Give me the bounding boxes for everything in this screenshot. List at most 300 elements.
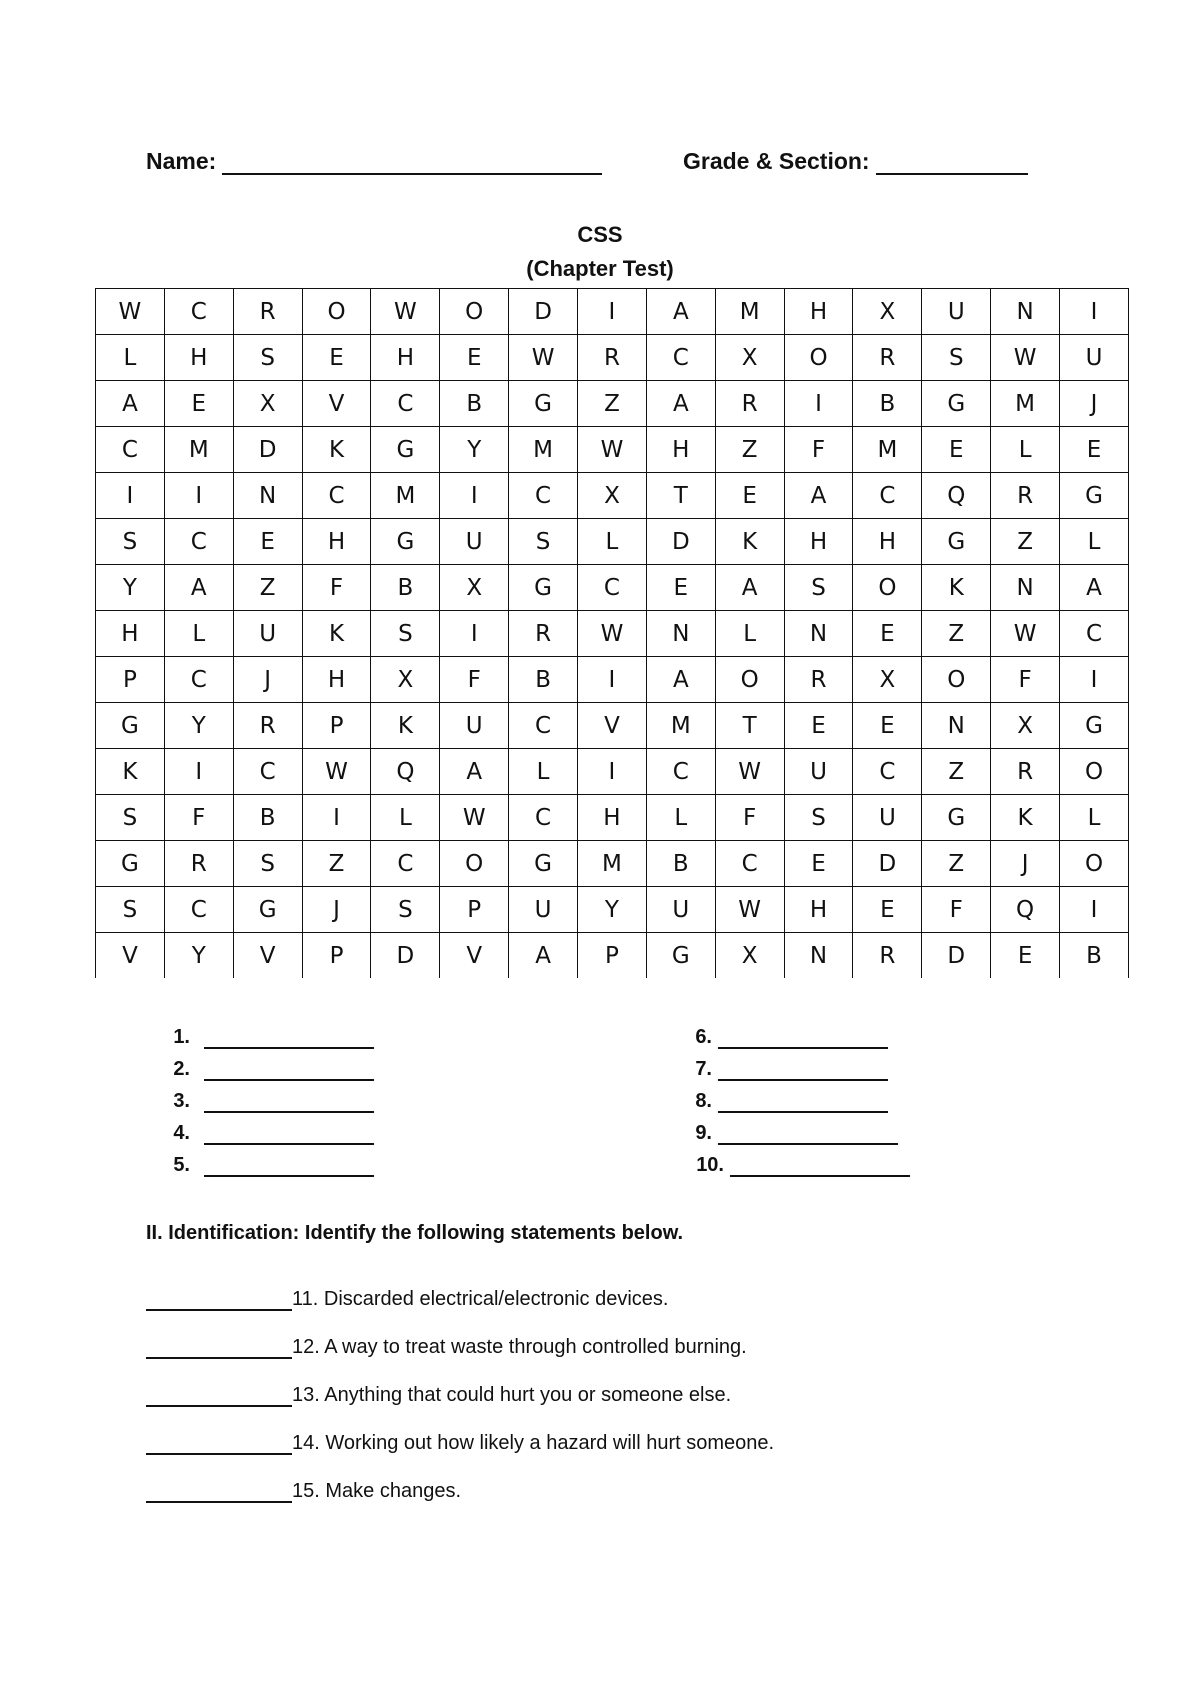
grid-cell[interactable]: M [371,473,440,519]
grid-cell[interactable]: C [164,289,233,335]
answer-number: 10. [696,1154,724,1176]
grid-row [96,519,1129,565]
answer-blank[interactable] [718,1061,888,1081]
identification-statement: 12. A way to treat waste through controlled burning. [292,1336,747,1358]
grid-cell[interactable]: X [578,473,647,519]
grid-cell[interactable]: B [853,381,922,427]
answer-blank[interactable] [204,1061,374,1081]
grid-row [96,427,1129,473]
identification-item [146,1311,1096,1359]
grid-cell[interactable]: H [302,657,371,703]
grid-cell[interactable]: U [646,887,715,933]
identification-blank[interactable] [146,1481,292,1503]
grid-cell[interactable]: K [302,427,371,473]
grid-cell[interactable]: Z [922,841,991,887]
answer-blank[interactable] [204,1125,374,1145]
grid-cell[interactable]: X [440,565,509,611]
grid-cell[interactable]: O [440,289,509,335]
grid-cell[interactable]: A [646,657,715,703]
grid-cell[interactable]: E [784,841,853,887]
grid-cell[interactable]: H [853,519,922,565]
grid-cell[interactable]: E [853,703,922,749]
grid-cell[interactable]: V [440,933,509,979]
identification-statement: 13. Anything that could hurt you or someone else. [292,1384,732,1406]
grid-cell[interactable]: D [371,933,440,979]
grid-cell[interactable]: R [715,381,784,427]
grid-cell[interactable]: U [509,887,578,933]
grid-row [96,381,1129,427]
grid-cell[interactable]: N [646,611,715,657]
grid-cell[interactable]: B [233,795,302,841]
answer-blank[interactable] [730,1157,910,1177]
grid-cell[interactable]: G [509,381,578,427]
answer-number: 7. [695,1058,712,1080]
grid-cell[interactable]: S [233,841,302,887]
grid-cell[interactable]: X [371,657,440,703]
answer-blank[interactable] [718,1029,888,1049]
grid-row [96,887,1129,933]
grid-cell[interactable]: L [1060,519,1129,565]
grid-cell[interactable]: I [578,749,647,795]
grid-cell[interactable]: G [509,565,578,611]
grid-cell[interactable]: I [96,473,165,519]
answer-item [664,1081,910,1113]
grid-cell[interactable]: S [922,335,991,381]
grid-cell[interactable]: I [440,611,509,657]
grid-cell[interactable]: R [784,657,853,703]
grid-cell[interactable]: Z [233,565,302,611]
grid-cell[interactable]: W [371,289,440,335]
answer-blank[interactable] [204,1029,374,1049]
grid-cell[interactable]: Z [715,427,784,473]
grid-cell[interactable]: U [440,703,509,749]
answer-number: 4. [173,1122,190,1144]
grid-cell[interactable]: F [784,427,853,473]
grid-cell[interactable]: L [646,795,715,841]
answer-item [664,1145,910,1177]
grid-cell[interactable]: Z [578,381,647,427]
grid-row [96,795,1129,841]
subject-title: CSS [577,222,623,247]
answer-item [664,1017,910,1049]
grid-cell[interactable]: X [853,289,922,335]
grid-cell[interactable]: K [715,519,784,565]
grid-cell[interactable]: R [233,289,302,335]
answer-number: 1. [173,1026,190,1048]
identification-statement: 15. Make changes. [292,1480,461,1502]
grid-cell[interactable]: E [302,335,371,381]
answer-blank[interactable] [718,1093,888,1113]
grid-cell[interactable]: B [1060,933,1129,979]
grid-cell[interactable]: L [715,611,784,657]
name-blank[interactable] [222,153,602,175]
grid-cell[interactable]: F [440,657,509,703]
answer-item [150,1081,374,1113]
identification-section [146,1222,1096,1503]
grid-cell[interactable]: Y [164,933,233,979]
grid-cell[interactable]: R [853,335,922,381]
grid-cell[interactable]: L [164,611,233,657]
grid-cell[interactable]: H [578,795,647,841]
header-row [146,148,1046,182]
grid-cell[interactable]: X [991,703,1060,749]
grid-cell[interactable]: P [578,933,647,979]
grid-row [96,611,1129,657]
answer-blank[interactable] [204,1093,374,1113]
grid-cell[interactable]: A [784,473,853,519]
grid-cell[interactable]: M [646,703,715,749]
grid-cell[interactable]: J [302,887,371,933]
grid-cell[interactable]: E [922,427,991,473]
grid-cell[interactable]: H [646,427,715,473]
grid-cell[interactable]: W [96,289,165,335]
grid-cell[interactable]: Y [440,427,509,473]
grid-cell[interactable]: K [922,565,991,611]
grid-cell[interactable]: K [96,749,165,795]
answer-list-right [664,1017,910,1177]
grid-row [96,289,1129,335]
answer-item [150,1017,374,1049]
grid-cell[interactable]: C [646,749,715,795]
grid-cell[interactable]: C [509,473,578,519]
grid-cell[interactable]: J [1060,381,1129,427]
answer-number: 3. [173,1090,190,1112]
answer-number: 9. [695,1122,712,1144]
grid-cell[interactable]: M [164,427,233,473]
grid-cell[interactable]: O [1060,749,1129,795]
identification-item [146,1263,1096,1311]
grid-cell[interactable]: O [302,289,371,335]
grid-cell[interactable]: K [302,611,371,657]
grid-row [96,473,1129,519]
grid-cell[interactable]: V [96,933,165,979]
grid-cell[interactable]: S [233,335,302,381]
grid-cell[interactable]: E [646,565,715,611]
grid-row [96,749,1129,795]
grid-cell[interactable]: V [578,703,647,749]
grid-cell[interactable]: C [164,887,233,933]
grid-cell[interactable]: W [991,335,1060,381]
grid-cell[interactable]: C [646,335,715,381]
identification-blank[interactable] [146,1385,292,1407]
grid-cell[interactable]: S [784,795,853,841]
grid-cell[interactable]: X [715,933,784,979]
grid-row [96,841,1129,887]
answer-blank[interactable] [718,1125,898,1145]
grid-cell[interactable]: E [853,887,922,933]
grid-cell[interactable]: Q [991,887,1060,933]
grid-cell[interactable]: S [371,887,440,933]
grid-cell[interactable]: V [302,381,371,427]
grid-cell[interactable]: I [578,289,647,335]
grid-cell[interactable]: C [96,427,165,473]
grid-cell[interactable]: W [578,611,647,657]
grid-cell[interactable]: L [96,335,165,381]
grid-cell[interactable]: G [233,887,302,933]
grid-cell[interactable]: Y [164,703,233,749]
grid-cell[interactable]: G [96,703,165,749]
grid-cell[interactable]: S [96,887,165,933]
grid-cell[interactable]: B [509,657,578,703]
grid-cell[interactable]: I [1060,657,1129,703]
grid-row [96,565,1129,611]
grid-cell[interactable]: S [96,519,165,565]
grid-cell[interactable]: A [96,381,165,427]
grid-cell[interactable]: I [164,749,233,795]
grid-row [96,703,1129,749]
grid-cell[interactable]: N [784,933,853,979]
grid-cell[interactable]: M [715,289,784,335]
grid-cell[interactable]: G [646,933,715,979]
grid-cell[interactable]: L [371,795,440,841]
grid-cell[interactable]: C [853,473,922,519]
grid-cell[interactable]: F [922,887,991,933]
grid-cell[interactable]: U [233,611,302,657]
grid-cell[interactable]: R [991,473,1060,519]
grid-cell[interactable]: H [164,335,233,381]
identification-item [146,1407,1096,1455]
answer-item [150,1049,374,1081]
grid-cell[interactable]: G [509,841,578,887]
grid-cell[interactable]: O [1060,841,1129,887]
identification-item [146,1455,1096,1503]
grid-cell[interactable]: J [991,841,1060,887]
grid-cell[interactable]: F [715,795,784,841]
grid-cell[interactable]: I [784,381,853,427]
grid-cell[interactable]: A [646,289,715,335]
grid-cell[interactable]: E [853,611,922,657]
identification-item [146,1359,1096,1407]
grid-cell[interactable]: X [853,657,922,703]
grid-cell[interactable]: W [715,887,784,933]
identification-blank[interactable] [146,1337,292,1359]
grade-section-field [683,148,1028,175]
grid-cell[interactable]: C [164,657,233,703]
grid-cell[interactable]: M [991,381,1060,427]
grid-cell[interactable]: I [1060,289,1129,335]
grid-cell[interactable]: F [164,795,233,841]
grid-cell[interactable]: G [96,841,165,887]
grid-cell[interactable]: F [991,657,1060,703]
grid-cell[interactable]: G [371,427,440,473]
grid-cell[interactable]: D [509,289,578,335]
grid-cell[interactable]: I [440,473,509,519]
grid-cell[interactable]: S [509,519,578,565]
identification-title: II. Identification: Identify the following statements below. [146,1222,684,1244]
grid-cell[interactable]: S [371,611,440,657]
grid-cell[interactable]: E [164,381,233,427]
grid-cell[interactable]: L [509,749,578,795]
answer-item [664,1113,910,1145]
grid-cell[interactable]: K [991,795,1060,841]
identification-blank[interactable] [146,1433,292,1455]
grid-cell[interactable]: G [371,519,440,565]
grid-cell[interactable]: C [509,795,578,841]
grid-cell[interactable]: W [991,611,1060,657]
answer-number: 2. [173,1058,190,1080]
grid-cell[interactable]: P [96,657,165,703]
title-block [0,218,1200,286]
grid-cell[interactable]: X [715,335,784,381]
grid-cell[interactable]: W [715,749,784,795]
grid-cell[interactable]: U [922,289,991,335]
grid-cell[interactable]: Q [371,749,440,795]
grid-cell[interactable]: P [440,887,509,933]
grid-cell[interactable]: R [578,335,647,381]
grid-cell[interactable]: G [922,381,991,427]
grid-cell[interactable]: U [1060,335,1129,381]
grid-cell[interactable]: V [233,933,302,979]
grid-cell[interactable]: B [371,565,440,611]
grid-cell[interactable]: E [991,933,1060,979]
grid-cell[interactable]: H [96,611,165,657]
grid-row [96,657,1129,703]
grid-cell[interactable]: N [991,565,1060,611]
grid-cell[interactable]: W [440,795,509,841]
grid-cell[interactable]: H [784,887,853,933]
grid-cell[interactable]: B [440,381,509,427]
grid-cell[interactable]: R [991,749,1060,795]
grid-cell[interactable]: O [853,565,922,611]
grid-cell[interactable]: D [233,427,302,473]
grid-cell[interactable]: T [715,703,784,749]
grid-cell[interactable]: S [96,795,165,841]
grid-cell[interactable]: E [233,519,302,565]
name-field [146,148,602,175]
identification-blank[interactable] [146,1289,292,1311]
grid-cell[interactable]: W [302,749,371,795]
grid-cell[interactable]: H [302,519,371,565]
grid-cell[interactable]: X [233,381,302,427]
grid-cell[interactable]: U [440,519,509,565]
grid-cell[interactable]: C [509,703,578,749]
grid-cell[interactable]: L [991,427,1060,473]
grade-section-blank[interactable] [876,153,1028,175]
grid-cell[interactable]: E [715,473,784,519]
grid-cell[interactable]: G [1060,703,1129,749]
grid-cell[interactable]: R [509,611,578,657]
identification-statement: 11. Discarded electrical/electronic devices. [292,1288,669,1310]
grid-cell[interactable]: E [440,335,509,381]
grid-cell[interactable]: M [509,427,578,473]
grid-cell[interactable]: Z [922,611,991,657]
grid-cell[interactable]: A [646,381,715,427]
grid-cell[interactable]: A [509,933,578,979]
grid-cell[interactable]: R [853,933,922,979]
grid-cell[interactable]: Z [991,519,1060,565]
grid-cell[interactable]: Y [578,887,647,933]
grid-cell[interactable]: B [646,841,715,887]
answer-list-left [150,1017,374,1177]
grid-cell[interactable]: H [371,335,440,381]
grid-cell[interactable]: C [302,473,371,519]
grid-cell[interactable]: G [1060,473,1129,519]
answer-blank[interactable] [204,1157,374,1177]
grid-cell[interactable]: N [784,611,853,657]
grid-row [96,933,1129,979]
grid-cell[interactable]: C [578,565,647,611]
grid-cell[interactable]: S [784,565,853,611]
grid-cell[interactable]: D [646,519,715,565]
grid-cell[interactable]: M [578,841,647,887]
grid-cell[interactable]: N [233,473,302,519]
test-subtitle: (Chapter Test) [526,256,674,281]
grid-cell[interactable]: T [646,473,715,519]
grid-cell[interactable]: C [371,381,440,427]
grid-cell[interactable]: F [302,565,371,611]
name-label: Name: [146,148,217,174]
grid-cell[interactable]: P [302,933,371,979]
grid-cell[interactable]: H [784,289,853,335]
grid-cell[interactable]: J [233,657,302,703]
grid-cell[interactable]: W [509,335,578,381]
grid-cell[interactable]: E [784,703,853,749]
grid-cell[interactable]: C [164,519,233,565]
grid-cell[interactable]: O [784,335,853,381]
grid-cell[interactable]: O [440,841,509,887]
grid-cell[interactable]: M [853,427,922,473]
grid-cell[interactable]: A [164,565,233,611]
grid-cell[interactable]: I [578,657,647,703]
grade-section-label: Grade & Section: [683,148,870,174]
grid-cell[interactable]: C [715,841,784,887]
grid-cell[interactable]: P [302,703,371,749]
grid-cell[interactable]: Z [922,749,991,795]
answer-item [664,1049,910,1081]
grid-cell[interactable]: K [371,703,440,749]
grid-cell[interactable]: C [853,749,922,795]
grid-cell[interactable]: D [922,933,991,979]
identification-statement: 14. Working out how likely a hazard will hurt someone. [292,1432,775,1454]
grid-cell[interactable]: O [715,657,784,703]
grid-cell[interactable]: A [715,565,784,611]
grid-cell[interactable]: W [578,427,647,473]
grid-cell[interactable]: C [371,841,440,887]
grid-cell[interactable]: C [233,749,302,795]
grid-cell[interactable]: C [1060,611,1129,657]
answer-number: 5. [173,1154,190,1176]
grid-cell[interactable]: I [1060,887,1129,933]
grid-cell[interactable]: E [1060,427,1129,473]
grid-cell[interactable]: U [853,795,922,841]
grid-cell[interactable]: H [784,519,853,565]
grid-cell[interactable]: Y [96,565,165,611]
grid-cell[interactable]: Q [922,473,991,519]
grid-cell[interactable]: Z [302,841,371,887]
grid-cell[interactable]: N [922,703,991,749]
grid-cell[interactable]: A [440,749,509,795]
answer-item [150,1145,374,1177]
grid-cell[interactable]: I [302,795,371,841]
grid-row [96,335,1129,381]
answer-item [150,1113,374,1145]
word-search-grid [95,288,1129,978]
grid-cell[interactable]: I [164,473,233,519]
grid-cell[interactable]: R [164,841,233,887]
grid-cell[interactable]: L [1060,795,1129,841]
grid-cell[interactable]: R [233,703,302,749]
answer-number: 8. [695,1090,712,1112]
grid-cell[interactable]: A [1060,565,1129,611]
grid-cell[interactable]: L [578,519,647,565]
grid-cell[interactable]: D [853,841,922,887]
answer-number: 6. [695,1026,712,1048]
grid-cell[interactable]: G [922,519,991,565]
grid-cell[interactable]: O [922,657,991,703]
grid-cell[interactable]: G [922,795,991,841]
grid-cell[interactable]: U [784,749,853,795]
grid-cell[interactable]: N [991,289,1060,335]
